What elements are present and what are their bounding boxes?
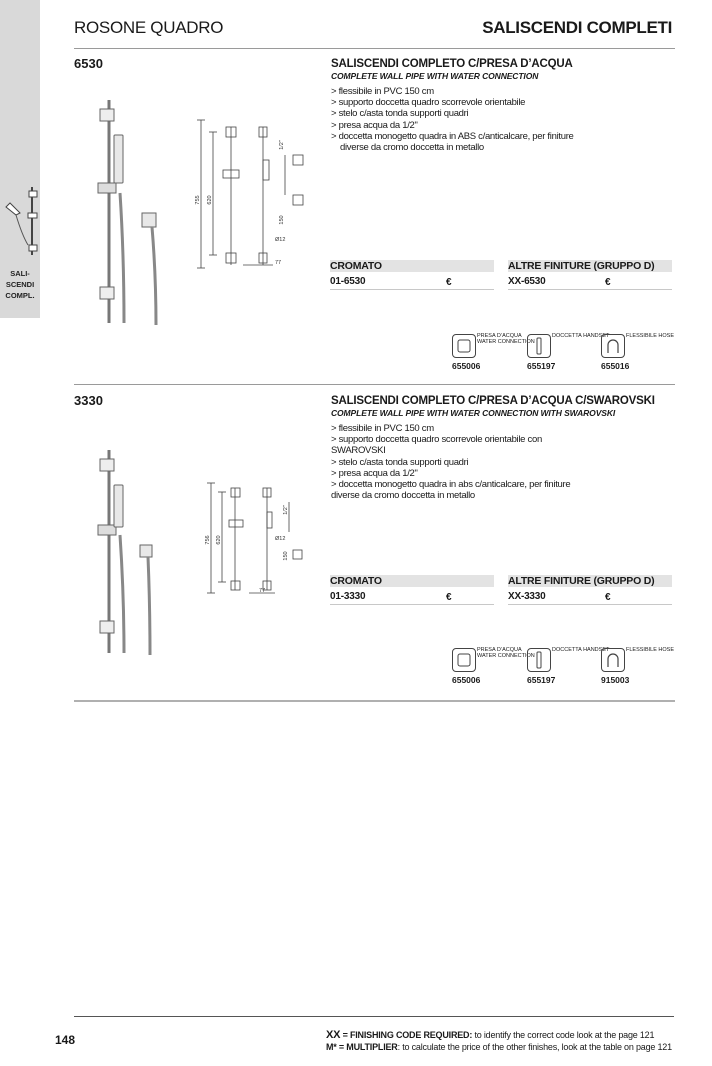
component-code: 655197 (527, 361, 556, 371)
footer-notes (326, 1030, 672, 1053)
side-tab-line: SALI- (10, 269, 30, 278)
feature-item: > supporto doccetta quadro scorrevole orientabile (331, 97, 526, 109)
finish-divider (330, 289, 494, 290)
note-bold: = MULTIPLIER (336, 1041, 398, 1052)
finish-label: ALTRE FINITURE (GRUPPO D) (508, 260, 672, 272)
feature-item: > flessibile in PVC 150 cm (331, 423, 434, 434)
product-subtitle: COMPLETE WALL PIPE WITH WATER CONNECTION WITH SWAROVSKI (331, 408, 616, 418)
water-connection-icon (452, 648, 476, 672)
feature-item: > doccetta monogetto quadra in ABS c/anticalcare, per finiture (331, 130, 574, 142)
feature-item: > presa acqua da 1/2" (331, 467, 418, 479)
dim-dia: Ø12 (275, 237, 286, 243)
note-text: to identify the correct code look at the page 121 (472, 1030, 655, 1040)
shower-rail-icon (2, 185, 38, 260)
note-bold: = FINISHING CODE REQUIRED: (340, 1030, 473, 1040)
dim-overall: 756 (205, 535, 211, 545)
side-tab-label (0, 268, 40, 301)
dim-side: 150 (283, 551, 289, 561)
footer-note (326, 1042, 672, 1054)
product-photo (90, 445, 170, 660)
component-label: PRESA D’ACQUA WATER CONNECTION (477, 333, 535, 346)
technical-drawing (193, 115, 323, 275)
finish-code: 01-3330 (330, 591, 366, 602)
product-subtitle: COMPLETE WALL PIPE WITH WATER CONNECTION (331, 71, 539, 81)
header-category: SALISCENDI COMPLETI (482, 18, 672, 37)
hose-icon (601, 334, 625, 358)
finish-divider (508, 604, 672, 605)
page-number: 148 (55, 1033, 76, 1047)
dim-depth: 77 (259, 588, 266, 594)
hose-icon (601, 648, 625, 672)
component-label: FLESSIBILE HOSE (626, 333, 674, 339)
feature-item: diverse da cromo doccetta in metallo (340, 142, 484, 154)
component-label: FLESSIBILE HOSE (626, 647, 674, 653)
finish-divider (508, 289, 672, 290)
component-label: DOCCETTA HANDSET (552, 647, 610, 653)
feature-item: > flessibile in PVC 150 cm (331, 86, 434, 97)
footer-note (326, 1030, 672, 1042)
side-tab (0, 0, 40, 318)
feature-item: > doccetta monogetto quadra in abs c/anticalcare, per finiture (331, 479, 571, 491)
water-connection-icon (452, 334, 476, 358)
feature-list (331, 86, 591, 153)
dim-overall: 755 (195, 195, 201, 205)
finish-code: 01-6530 (330, 276, 366, 287)
dim-side: 150 (279, 215, 285, 225)
side-tab-line: COMPL. (5, 291, 35, 300)
header-divider (74, 48, 675, 49)
component-code: 655016 (601, 361, 630, 371)
handset-icon (527, 334, 551, 358)
component-code: 655006 (452, 675, 481, 685)
product-code: 6530 (74, 56, 103, 71)
dim-thread: 1/2" (279, 140, 285, 150)
note-text: : to calculate the price of the other finishes, look at the table on page 121 (397, 1041, 672, 1052)
feature-item: diverse da cromo doccetta in metallo (331, 490, 475, 502)
dim-inner: 620 (207, 195, 213, 205)
product-title: SALISCENDI COMPLETO C/PRESA D’ACQUA (331, 58, 573, 70)
price: € (446, 277, 452, 288)
component-code: 655197 (527, 675, 556, 685)
dim-dia: Ø12 (275, 536, 286, 542)
price: € (446, 592, 452, 603)
component-label: DOCCETTA HANDSET (552, 333, 610, 339)
price: € (605, 277, 611, 288)
feature-item: > supporto doccetta quadro scorrevole orientabile con SWAROVSKI (331, 434, 542, 457)
finish-label: CROMATO (330, 575, 494, 587)
feature-item: > presa acqua da 1/2" (331, 119, 418, 131)
component-code: 915003 (601, 675, 630, 685)
feature-item: > stelo c/asta tonda supporti quadri (331, 108, 469, 120)
finish-label: CROMATO (330, 260, 494, 272)
component-label: PRESA D’ACQUA WATER CONNECTION (477, 647, 535, 660)
finish-code: XX-6530 (508, 276, 546, 287)
feature-item: > stelo c/asta tonda supporti quadri (331, 456, 469, 468)
dim-thread: 1/2" (283, 505, 289, 515)
price: € (605, 592, 611, 603)
technical-drawing (203, 478, 313, 600)
component-code: 655006 (452, 361, 481, 371)
product-photo (90, 95, 180, 330)
header-collection: ROSONE QUADRO (74, 18, 224, 37)
footer-divider (74, 1016, 674, 1017)
handset-icon (527, 648, 551, 672)
dim-depth: 77 (275, 260, 282, 266)
note-key: M* (326, 1041, 337, 1052)
side-tab-line: SCENDI (5, 280, 35, 289)
section-divider (74, 700, 675, 702)
feature-list (331, 423, 591, 501)
note-key: XX (326, 1029, 341, 1041)
product-title: SALISCENDI COMPLETO C/PRESA D’ACQUA C/SWAROVSKI (331, 395, 655, 407)
finish-divider (330, 604, 494, 605)
section-divider (74, 384, 675, 385)
finish-code: XX-3330 (508, 591, 546, 602)
product-code: 3330 (74, 393, 103, 408)
dim-inner: 620 (216, 535, 222, 545)
finish-label: ALTRE FINITURE (GRUPPO D) (508, 575, 672, 587)
